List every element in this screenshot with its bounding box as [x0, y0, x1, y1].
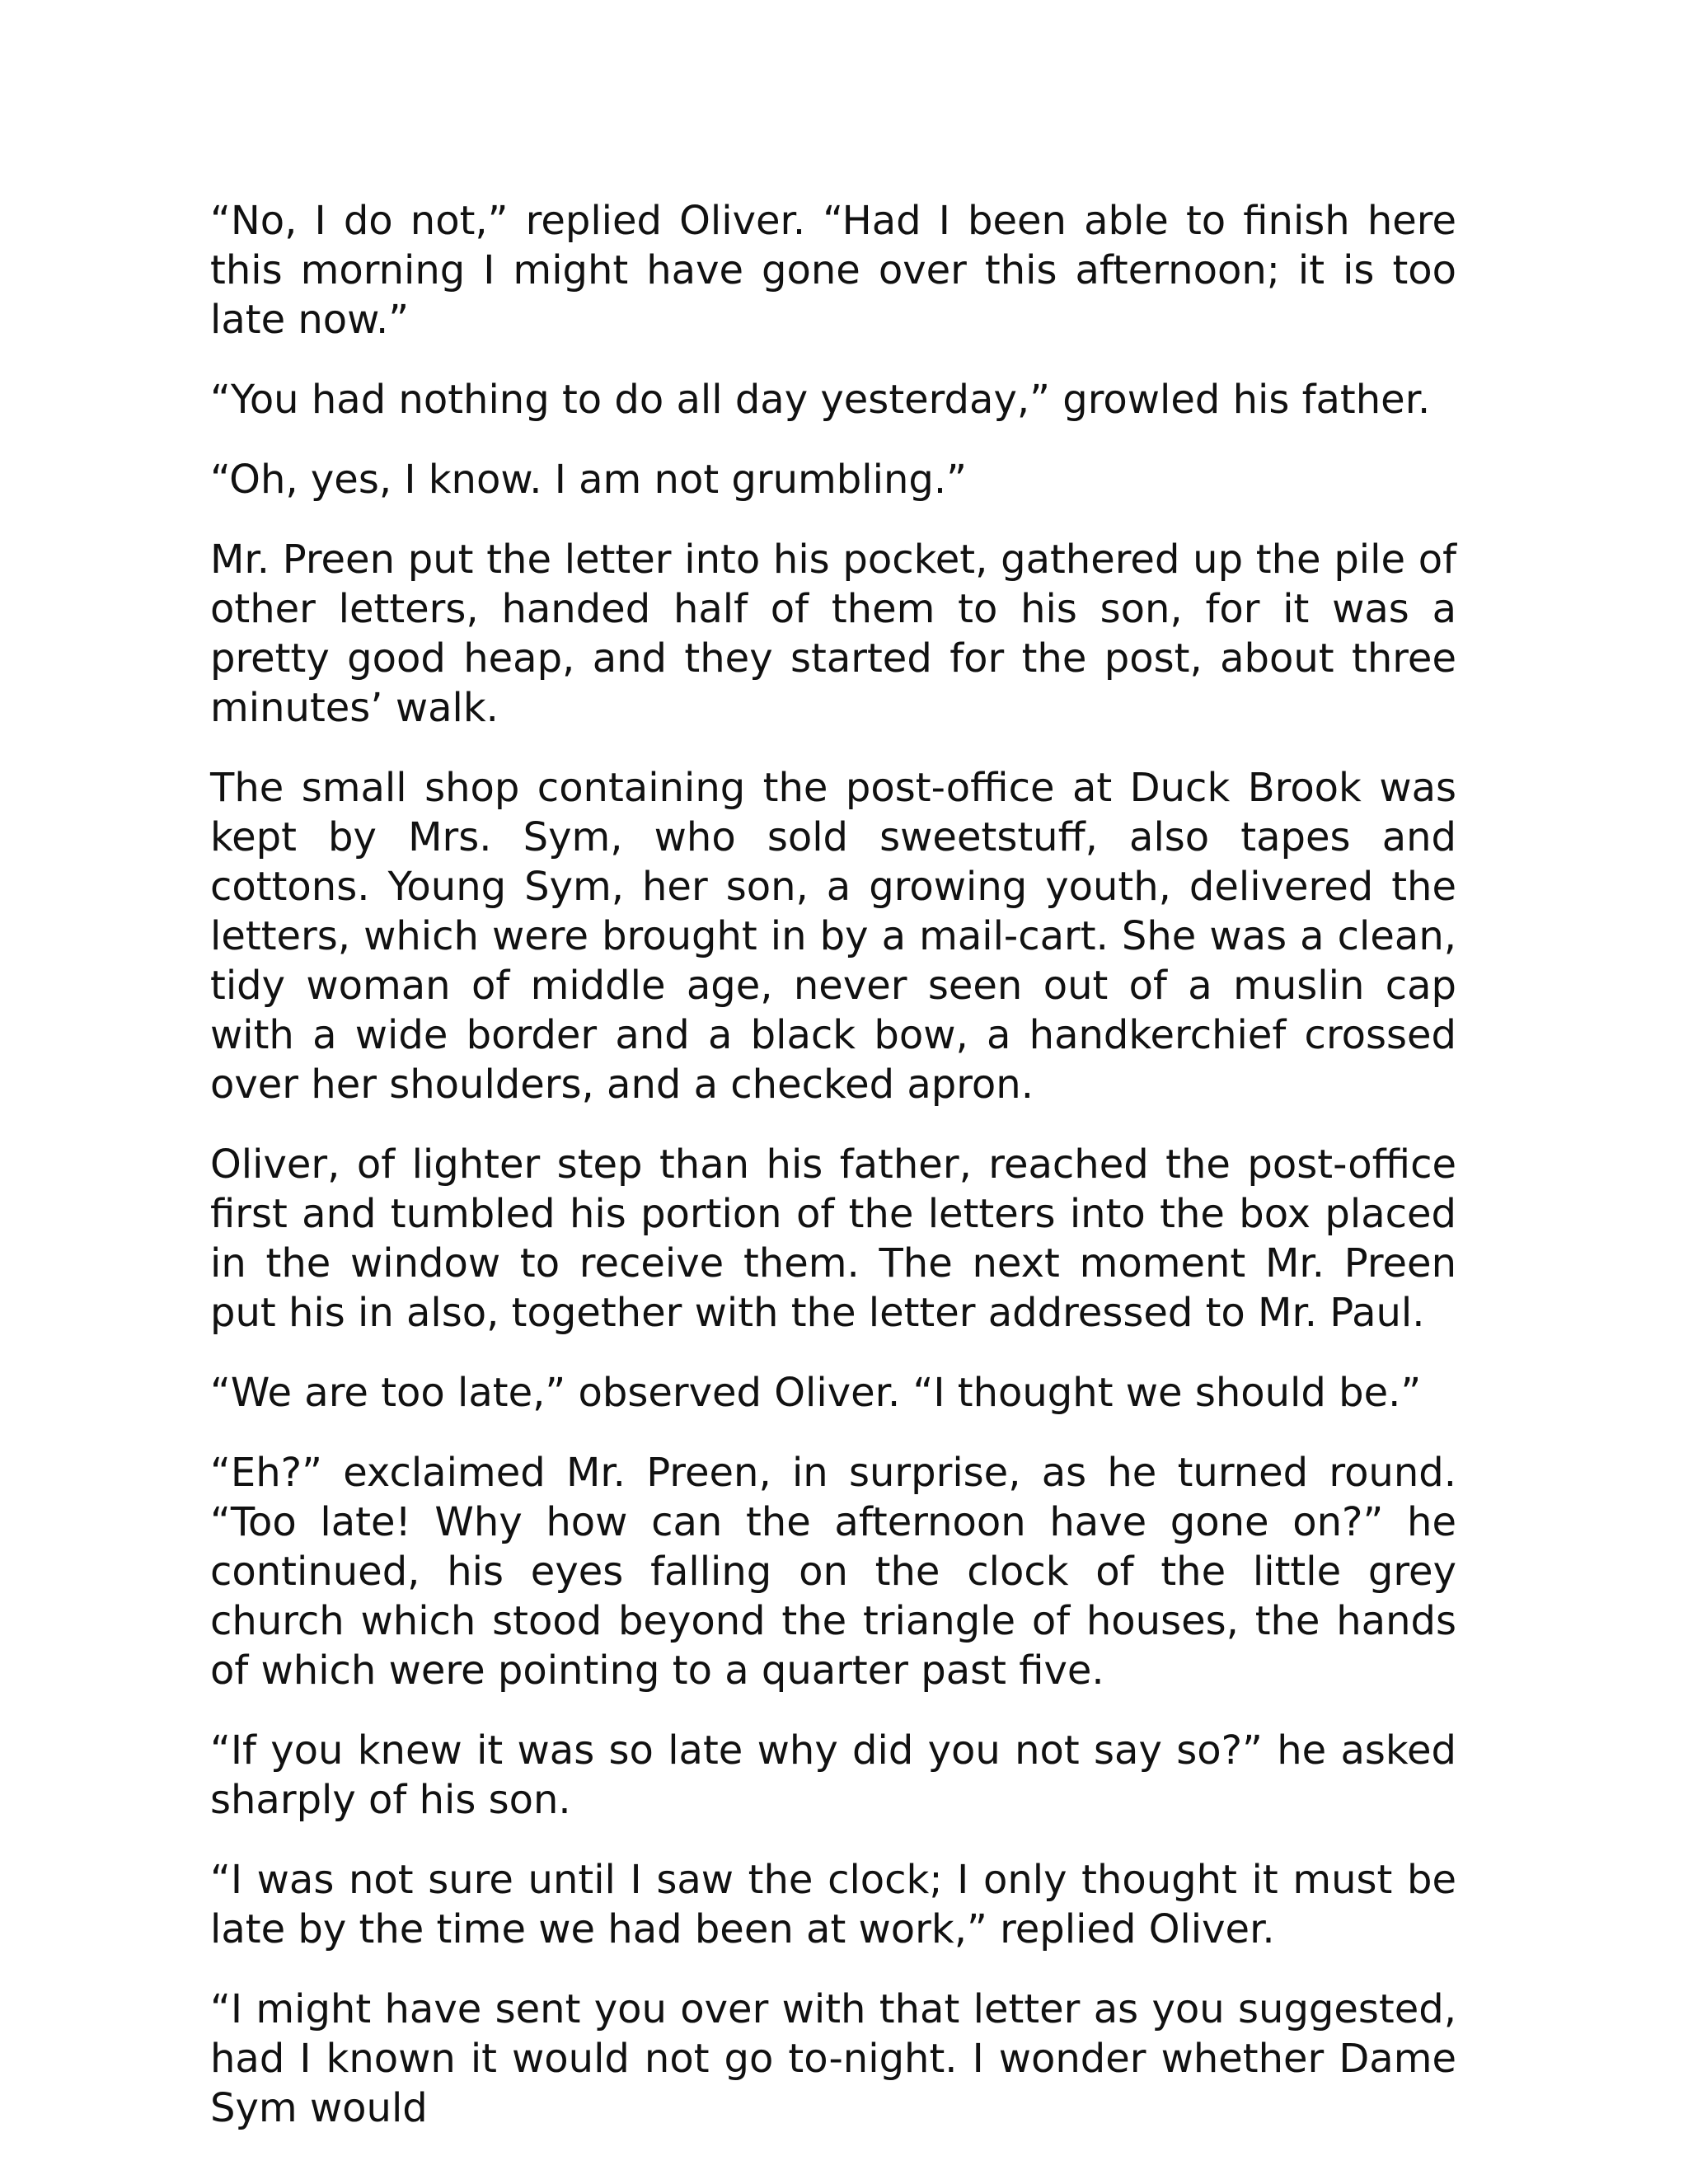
page-body — [210, 196, 1456, 2163]
paragraph: “I might have sent you over with that letter as you suggested, had I known it would not go to-night. I wonder whether Dame Sym would — [210, 1986, 1456, 2131]
paragraph: Oliver, of lighter step than his father, reached the post-office first and tumbled his portion of the letters into the box placed in the window to receive them. The next moment Mr. Preen put his in also, together with the letter addressed to Mr. Paul. — [210, 1141, 1456, 1336]
paragraph: Mr. Preen put the letter into his pocket, gathered up the pile of other letters, handed half of them to his son, for it was a pretty good heap, and they started for the post, about three minutes’ walk. — [210, 537, 1456, 731]
paragraph: “If you knew it was so late why did you not say so?” he asked sharply of his son. — [210, 1727, 1456, 1823]
paragraph: “Eh?” exclaimed Mr. Preen, in surprise, as he turned round. “Too late! Why how can the afternoon have gone on?” he continued, his eyes falling on the clock of the little grey church which stood beyond the triangle of houses, the hands of which were pointing to a quarter past five. — [210, 1450, 1456, 1694]
paragraph: “I was not sure until I saw the clock; I only thought it must be late by the time we had been at work,” replied Oliver. — [210, 1857, 1456, 1952]
paragraph: “No, I do not,” replied Oliver. “Had I been able to finish here this morning I might have gone over this afternoon; it is too late now.” — [210, 198, 1456, 343]
paragraph: “Oh, yes, I know. I am not grumbling.” — [210, 457, 967, 503]
paragraph: “You had nothing to do all day yesterday,” growled his father. — [210, 377, 1431, 423]
paragraph: “We are too late,” observed Oliver. “I thought we should be.” — [210, 1370, 1422, 1416]
paragraph: The small shop containing the post-office at Duck Brook was kept by Mrs. Sym, who sold sweetstuff, also tapes and cottons. Young Sym, her son, a growing youth, delivered the letters, which were brought in by a mail-cart. She was a clean, tidy woman of middle age, never seen out of a muslin cap with a wide border and a black bow, a handkerchief crossed over her shoulders, and a checked apron. — [210, 765, 1456, 1108]
